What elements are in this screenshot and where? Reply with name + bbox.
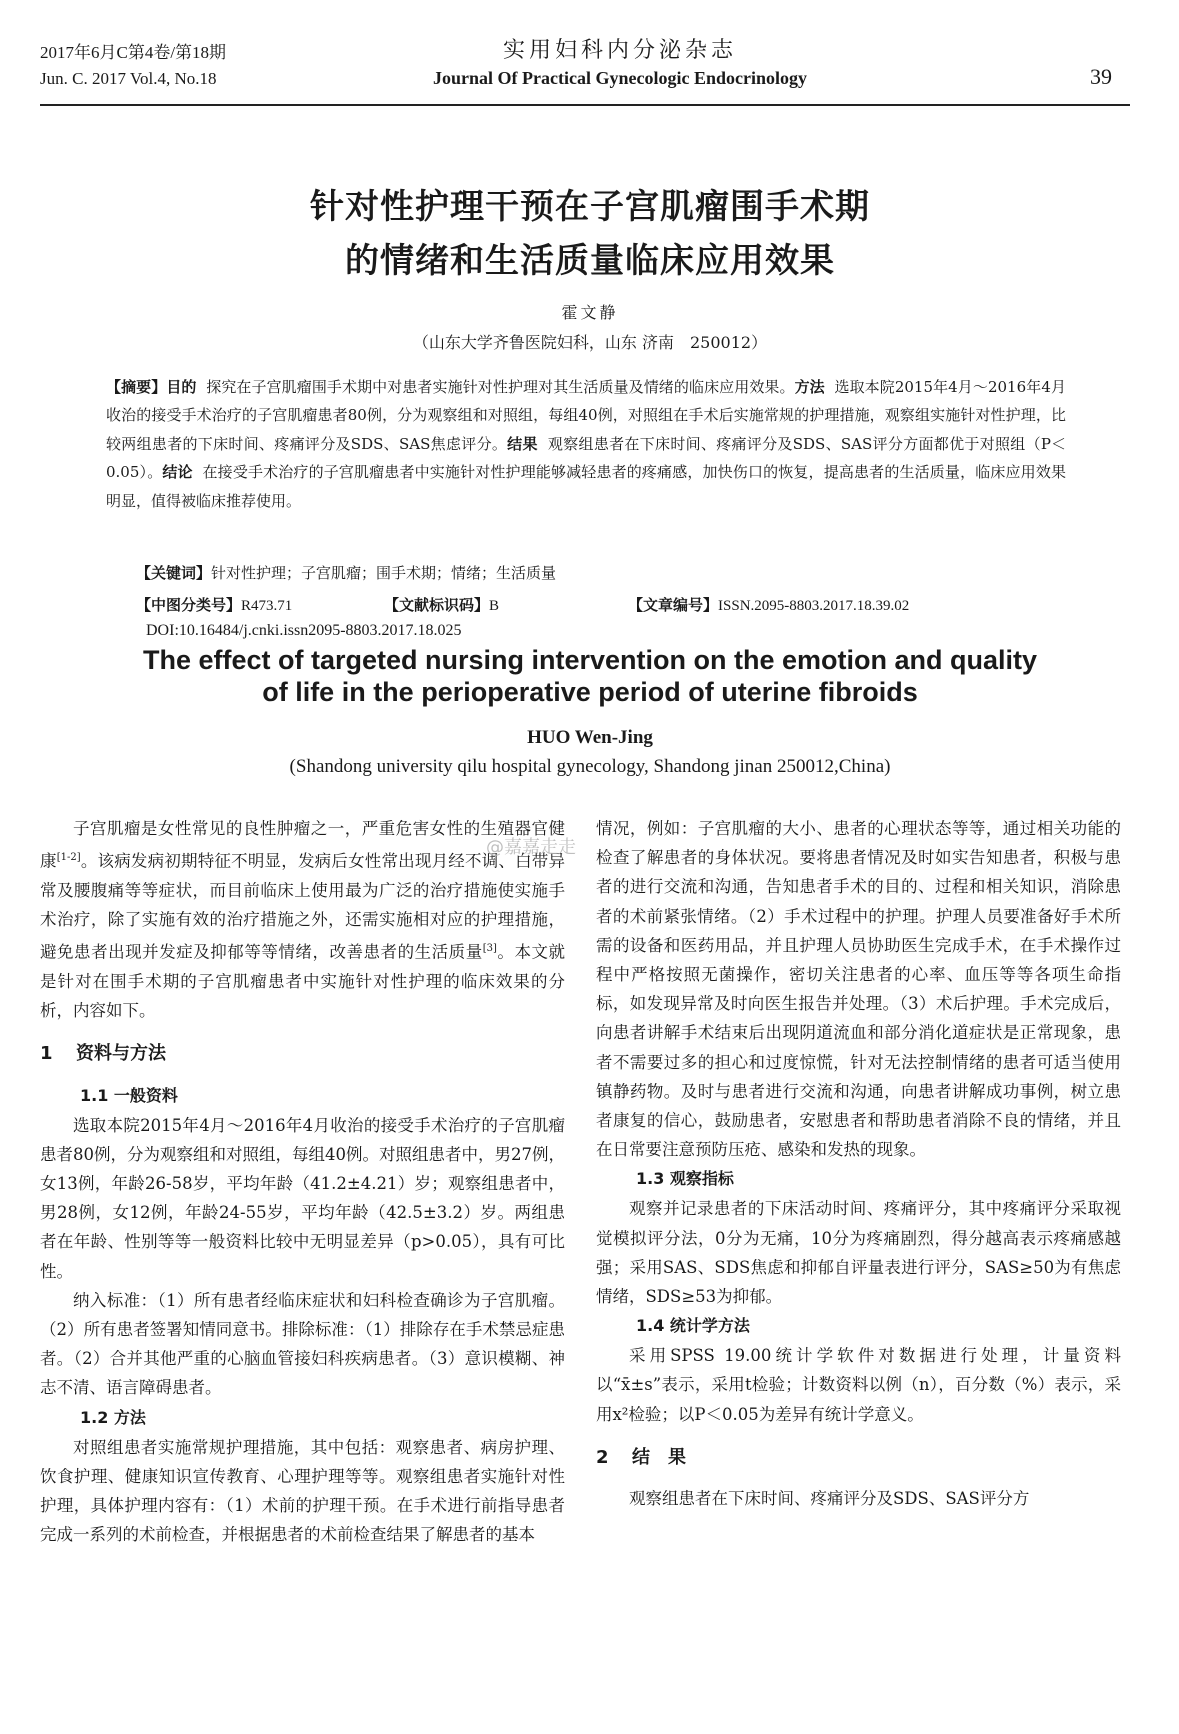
paragraph-results: 观察组患者在下床时间、疼痛评分及SDS、SAS评分方 xyxy=(629,1489,1030,1509)
citation-3: [3] xyxy=(482,943,497,955)
abstract xyxy=(106,373,1066,515)
abstract-label: 【摘要】 xyxy=(106,378,167,396)
paragraph-methods-continued: 情况，例如：子宫肌瘤的大小、患者的心理状态等等，通过相关功能的检查了解患者的身体状况。要将患者情况及时如实告知患者，积极与患者的进行交流和沟通，告知患者手术的目的、过程和相关知识，消除患者的术前紧张情绪。（2）手术过程中的护理。护理人员要准备好手术所需的设备和医药用品，并且护理人员协助医生完成手术，在手术操作过程中严格按照无菌操作，密切关注患者的心率、血压等等各项生命指标，如发现异常及时向医生报告并处理。（3）术后护理。手术完成后，向患者讲解手术结束后出现阴道流血和部分消化道症状是正常现象，患者不需要过多的担心和过度惊慌，针对无法控制情绪的患者可适当使用镇静药物。及时与患者进行交流和沟通，向患者讲解成功事例，树立患者康复的信心，鼓励患者，安慰患者和帮助患者消除不良的情绪，并且在日常要注意预防压疮、感染和发热的现象。 xyxy=(596,819,1121,1160)
paragraph-observation: 观察并记录患者的下床活动时间、疼痛评分，其中疼痛评分采取视觉模拟评分法，0分为无痛，10分为疼痛剧烈，得分越高表示疼痛感越强；采用SAS、SDS焦虑和抑郁自评量表进行评分，SAS≥50为有焦虑情绪，SDS≥53为抑郁。 xyxy=(596,1199,1121,1307)
abstract-method: 选取本院2015年4月～2016年4月收治的接受手术治疗的子宫肌瘤患者80例，分为观察组和对照组，每组40例，对照组在手术后实施常规的护理措施，观察组实施针对性护理，比较两组患者的下床时间、疼痛评分及SDS、SAS焦虑评分。 xyxy=(106,378,1066,453)
abstract-purpose-label: 目的 xyxy=(166,378,197,396)
article-title-en xyxy=(60,644,1120,708)
citation-1-2: [1-2] xyxy=(56,852,81,864)
abstract-result: 观察组患者在下床时间、疼痛评分及SDS、SAS评分方面都优于对照组（P＜0.05）。 xyxy=(106,434,1066,482)
section-heading-1 xyxy=(40,1039,565,1068)
clc-value: R473.71 xyxy=(241,598,293,614)
running-header-journal xyxy=(380,36,860,90)
header-rule xyxy=(40,104,1130,106)
author-cn: 霍文静 xyxy=(561,303,619,322)
document-code xyxy=(384,594,499,615)
subsection-heading-1-2: 1.2 方法 xyxy=(80,1407,146,1427)
subsection-heading-1-1: 1.1 一般资料 xyxy=(80,1085,178,1105)
journal-name-cn: 实用妇科内分泌杂志 xyxy=(502,38,737,63)
subsection-heading-1-4: 1.4 统计学方法 xyxy=(636,1316,750,1336)
page-number: 39 xyxy=(1090,64,1112,89)
article-number xyxy=(628,594,909,615)
title-en-line-1: The effect of targeted nursing intervention on the emotion and quality xyxy=(142,645,1038,675)
title-cn-line-1: 针对性护理干预在子宫肌瘤围手术期 xyxy=(310,187,870,227)
abstract-conclusion-label: 结论 xyxy=(162,463,193,482)
issue-en: Jun. C. 2017 Vol.4, No.18 xyxy=(40,69,217,88)
running-header-issue xyxy=(40,40,226,92)
title-en-line-2: of life in the perioperative period of uterine fibroids xyxy=(262,677,918,707)
intro-text-b: 。该病发病初期特征不明显，发病后女性常出现月经不调、白带异常及腰腹痛等等症状，而目前临床上使用最为广泛的治疗措施使实施手术治疗，除了实施有效的治疗措施之外，还需实施相对应的护理措施，避免患者出现并发症及抑郁等等情绪，改善患者的生活质量 xyxy=(40,851,565,962)
paragraph-methods: 对照组患者实施常规护理措施，其中包括：观察患者、病房护理、饮食护理、健康知识宣传教育、心理护理等等。观察组患者实施针对性护理，具体护理内容有：（1）术前的护理干预。在手术进行前指导患者完成一系列的术前检查，并根据患者的术前检查结果了解患者的基本 xyxy=(40,1437,565,1545)
abstract-method-label: 方法 xyxy=(794,378,825,396)
keywords-label: 【关键词】 xyxy=(136,564,212,582)
section-heading-2 xyxy=(596,1443,1121,1472)
paragraph-statistics: 采用SPSS 19.00统计学软件对数据进行处理，计量资料以“x̄±s”表示，采用t检验；计数资料以例（n），百分数（%）表示，采用x²检验；以P＜0.05为差异有统计学意义。 xyxy=(596,1346,1121,1424)
affiliation-en: (Shandong university qilu hospital gynecology, Shandong jinan 250012,China) xyxy=(289,756,891,777)
paragraph-general-info: 选取本院2015年4月～2016年4月收治的接受手术治疗的子宫肌瘤患者80例，分为观察组和对照组，每组40例。对照组患者中，男27例，女13例，年龄26-58岁，平均年龄（41.2±4.21）岁；观察组患者中，男28例，女12例，年龄24-55岁，平均年龄（42.5±3.2）岁。两组患者在年龄、性别等等一般资料比较中无明显差异（p>0.05），具有可比性。 xyxy=(40,1115,565,1281)
doc-code-value: B xyxy=(489,598,500,614)
article-number-value: ISSN.2095-8803.2017.18.39.02 xyxy=(718,598,910,614)
abstract-conclusion: 在接受手术治疗的子宫肌瘤患者中实施针对性护理能够减轻患者的疼痛感，加快伤口的恢复，提高患者的生活质量，临床应用效果明显，值得被临床推荐使用。 xyxy=(106,463,1066,510)
intro-text-a: 子宫肌瘤是女性常见的良性肿瘤之一，严重危害女性的生殖器官健康 xyxy=(40,819,565,871)
section-2-title: 结 果 xyxy=(632,1446,686,1468)
author-en: HUO Wen-Jing xyxy=(527,727,653,748)
clc-label: 【中图分类号】 xyxy=(136,596,242,614)
title-cn-line-2: 的情绪和生活质量临床应用效果 xyxy=(345,241,835,281)
body-column-left xyxy=(40,814,565,1549)
keywords xyxy=(136,562,1066,583)
section-2-number: 2 xyxy=(596,1446,609,1468)
body-column-right xyxy=(596,814,1121,1513)
subsection-heading-1-3: 1.3 观察指标 xyxy=(636,1169,734,1189)
paragraph-criteria: 纳入标准：（1）所有患者经临床症状和妇科检查确诊为子宫肌瘤。（2）所有患者签署知情同意书。排除标准：（1）排除存在手术禁忌症患者。（2）合并其他严重的心脑血管接妇科疾病患者。（3）意识模糊、神志不清、语言障碍患者。 xyxy=(40,1290,565,1398)
keywords-text: 针对性护理；子宫肌瘤；围手术期；情绪；生活质量 xyxy=(211,564,557,582)
abstract-purpose: 探究在子宫肌瘤围手术期中对患者实施针对性护理对其生活质量及情绪的临床应用效果。 xyxy=(206,378,795,396)
journal-name-en: Journal Of Practical Gynecologic Endocrinology xyxy=(433,68,807,88)
watermark: @嘉嘉走走 xyxy=(486,837,576,858)
affiliation-cn: （山东大学齐鲁医院妇科，山东 济南 250012） xyxy=(412,333,768,352)
doc-code-label: 【文献标识码】 xyxy=(384,596,490,614)
section-1-title: 资料与方法 xyxy=(76,1043,166,1065)
abstract-result-label: 结果 xyxy=(507,434,538,453)
issue-cn: 2017年6月C第4卷/第18期 xyxy=(40,43,227,62)
section-1-number: 1 xyxy=(40,1043,53,1065)
doi: DOI:10.16484/j.cnki.issn2095-8803.2017.18.025 xyxy=(146,622,462,639)
article-title-cn xyxy=(100,180,1080,288)
article-number-label: 【文章编号】 xyxy=(628,596,719,614)
intro-text-c: 。本文就是针对在围手术期的子宫肌瘤患者中实施针对性护理的临床效果的分析，内容如下。 xyxy=(40,942,566,1021)
clc-number xyxy=(136,594,292,615)
